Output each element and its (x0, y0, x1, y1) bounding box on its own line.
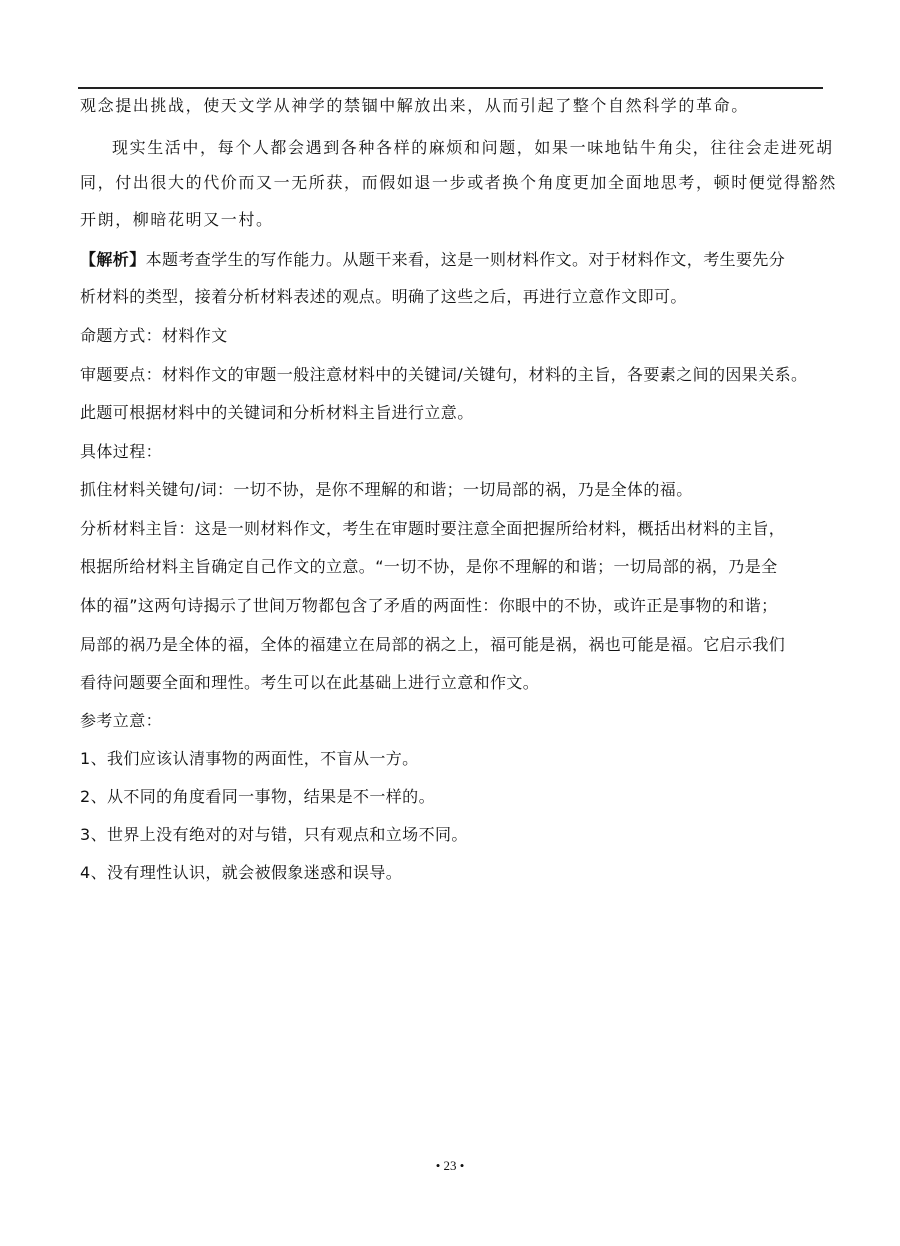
review-line: 审题要点：材料作文的审题一般注意材料中的关键词/关键句，材料的主旨，各要素之间的因果关系。 (80, 365, 808, 384)
essay-line: 观念提出挑战，使天文学从神学的禁锢中解放出来，从而引起了整个自然科学的革命。 (80, 96, 749, 115)
reference-label: 参考立意： (80, 711, 163, 730)
method-line: 命题方式：材料作文 (80, 326, 228, 345)
theme-line: 根据所给材料主旨确定自己作文的立意。“一切不协，是你不理解的和谐；一切局部的祸，乃是全 (80, 557, 778, 576)
essay-line: 开朗，柳暗花明又一村。 (80, 210, 274, 229)
process-label: 具体过程： (80, 442, 163, 461)
analysis-text: 本题考查学生的写作能力。从题干来看，这是一则材料作文。对于材料作文，考生要先分 (145, 250, 786, 269)
theme-line: 看待问题要全面和理性。考生可以在此基础上进行立意和作文。 (80, 673, 540, 692)
essay-line: 现实生活中，每个人都会遇到各种各样的麻烦和问题，如果一味地钻牛角尖，往往会走进死胡 (112, 138, 834, 157)
reference-item: 3、世界上没有绝对的对与错，只有观点和立场不同。 (80, 825, 468, 844)
theme-line: 局部的祸乃是全体的福，全体的福建立在局部的祸之上，福可能是祸，祸也可能是福。它启示我们 (80, 635, 786, 654)
top-rule (78, 87, 823, 89)
reference-item: 2、从不同的角度看同一事物，结果是不一样的。 (80, 787, 435, 806)
theme-line: 分析材料主旨：这是一则材料作文，考生在审题时要注意全面把握所给材料，概括出材料的主旨， (80, 519, 786, 538)
keywords-line: 抓住材料关键句/词：一切不协，是你不理解的和谐；一切局部的祸，乃是全体的福。 (80, 480, 693, 499)
reference-item: 4、没有理性认识，就会被假象迷惑和误导。 (80, 863, 403, 882)
reference-item: 1、我们应该认清事物的两面性，不盲从一方。 (80, 749, 419, 768)
review-line: 此题可根据材料中的关键词和分析材料主旨进行立意。 (80, 403, 474, 422)
theme-line: 体的福”这两句诗揭示了世间万物都包含了矛盾的两面性：你眼中的不协，或许正是事物的和谐； (80, 596, 778, 615)
essay-line: 同，付出很大的代价而又一无所获，而假如退一步或者换个角度更加全面地思考，顿时便觉得豁然 (80, 173, 837, 192)
analysis-label: 【解析】 (80, 250, 146, 269)
page-number: • 23 • (435, 1158, 465, 1173)
analysis-line: 析材料的类型，接着分析材料表述的观点。明确了这些之后，再进行立意作文即可。 (80, 287, 687, 306)
analysis-line (80, 248, 825, 272)
